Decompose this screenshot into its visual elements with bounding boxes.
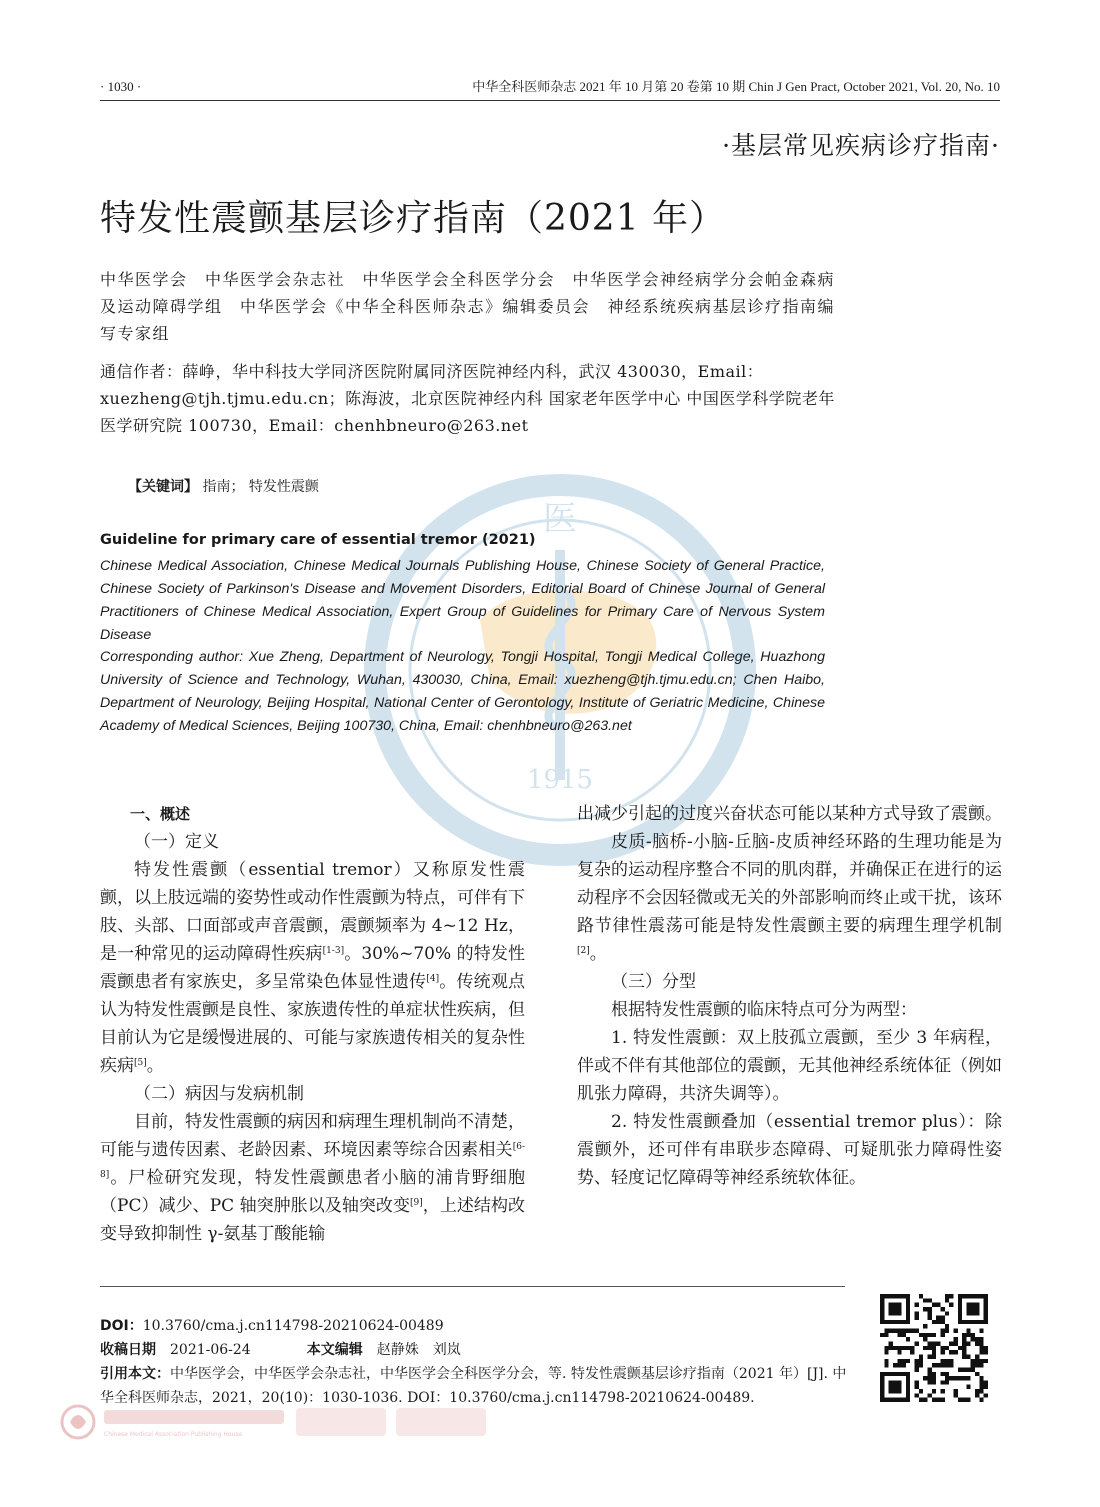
body-column-right xyxy=(577,800,1002,1192)
corresponding-author: 通信作者：薛峥，华中科技大学同济医院附属同济医院神经内科，武汉 430030，Email：xuezheng@tjh.tjmu.edu.cn；陈海波，北京医院神经内科 国家老年医学中心 中国医学科学院老年医学研究院 100730，Email：chenhbneuro@263.net xyxy=(100,362,835,435)
running-header xyxy=(100,76,1000,98)
journal-citation: 中华全科医师杂志 2021 年 10 月第 20 卷第 10 期 Chin J Gen Pract, October 2021, Vol. 20, No. 10 xyxy=(472,79,1000,94)
publisher-logo xyxy=(56,1402,526,1442)
dates-line: 收稿日期 2021-06-24 本文编辑 赵静姝 刘岚 xyxy=(100,1342,461,1358)
paragraph-definition: 特发性震颤（essential tremor）又称原发性震颤，以上肢远端的姿势性或动作性震颤为特点，可伴有下肢、头部、口面部或声音震颤，震颤频率为 4~12 Hz，是一种常见的运动障碍性疾病[1-3]。30%~70% 的特发性震颤患者有家族史，多呈常染色体显性遗传[4]。传统观点认为特发性震颤是良性、家族遗传性的单症状性疾病，但目前认为它是缓慢进展的、可能与家族遗传相关的复杂性疾病[5]。 xyxy=(100,860,526,1076)
footer-rule xyxy=(100,1286,845,1287)
header-rule xyxy=(100,100,1000,101)
section-tag: ·基层常见疾病诊疗指南· xyxy=(722,131,1000,160)
citation-ref[interactable]: [2] xyxy=(577,946,590,956)
author-list: 中华医学会 中华医学会杂志社 中华医学会全科医学分会 中华医学会神经病学分会帕金森病及运动障碍学组 中华医学会《中华全科医师杂志》编辑委员会 神经系统疾病基层诊疗指南编写专家组 xyxy=(100,270,836,343)
paragraph-circuit: 皮质-脑桥-小脑-丘脑-皮质神经环路的生理功能是为复杂的运动程序整合不同的肌肉群，并确保正在进行的运动程序不会因轻微或无关的外部影响而终止或干扰，该环路节律性震荡可能是特发性震颤主要的病理生理学机制[2]。 xyxy=(577,832,1002,964)
heading-definition: （一）定义 xyxy=(134,832,219,852)
doi-link[interactable]: 10.3760/cma.j.cn114798-20210624-00489 xyxy=(142,1318,444,1334)
page-number: · 1030 · xyxy=(100,79,142,94)
paragraph-continued: 出减少引起的过度兴奋状态可能以某种方式导致了震颤。 xyxy=(577,804,1002,824)
citation-ref[interactable]: [6-8] xyxy=(100,1142,525,1180)
keywords-label: 【关键词】 xyxy=(128,479,198,495)
article-footer xyxy=(100,1314,860,1410)
english-authors: Chinese Medical Association, Chinese Medical Journals Publishing House, Chinese Society of General Practice, Chinese Society of Parkinson's Disease and Movement Disorders, Editorial Board of Chinese Journal of General Practitioners of Chinese Medical Association, Expert Group of Guidelines for Primary Care of Nervous System Disease xyxy=(100,558,825,643)
doi-line: DOI：10.3760/cma.j.cn114798-20210624-00489 xyxy=(100,1318,444,1334)
citation-ref[interactable]: [5] xyxy=(134,1058,147,1068)
heading-etiology: （二）病因与发病机制 xyxy=(134,1084,304,1104)
body-column-left xyxy=(100,800,525,1248)
paragraph-types-intro: 根据特发性震颤的临床特点可分为两型： xyxy=(611,1000,917,1020)
seal-top-char: 医 xyxy=(543,499,577,539)
seal-year: 1915 xyxy=(526,765,594,795)
citation-line: 引用本文：中华医学会，中华医学会杂志社，中华医学会全科医学分会，等. 特发性震颤基层诊疗指南（2021 年）[J]. 中华全科医师杂志，2021，20(10)：1030-1036. DOI：10.3760/cma.j.cn114798-20210624-00489. xyxy=(100,1366,847,1406)
keywords-value: 指南； 特发性震颤 xyxy=(202,479,319,495)
paragraph-etiology: 目前，特发性震颤的病因和病理生理机制尚不清楚，可能与遗传因素、老龄因素、环境因素等综合因素相关[6-8]。尸检研究发现，特发性震颤患者小脑的浦肯野细胞（PC）减少、PC 轴突肿胀以及轴突改变[9]，上述结构改变导致抑制性 γ-氨基丁酸能输 xyxy=(100,1112,525,1244)
qr-code[interactable] xyxy=(880,1294,988,1402)
heading-types: （三）分型 xyxy=(611,972,696,992)
heading-overview: 一、概述 xyxy=(130,805,191,823)
article-title: 特发性震颤基层诊疗指南（2021 年） xyxy=(100,198,727,239)
paragraph-type-1: 1. 特发性震颤：双上肢孤立震颤，至少 3 年病程，伴或不伴有其他部位的震颤，无其他神经系统体征（例如肌张力障碍，共济失调等）。 xyxy=(577,1028,1002,1104)
citation-ref[interactable]: [4] xyxy=(426,974,440,984)
citation-ref[interactable]: [1-3] xyxy=(322,946,345,956)
keywords xyxy=(128,476,319,496)
publisher-name: Chinese Medical Association Publishing House xyxy=(104,1431,243,1438)
paragraph-type-2: 2. 特发性震颤叠加（essential tremor plus）：除震颤外，还可伴有串联步态障碍、可疑肌张力障碍性姿势、轻度记忆障碍等神经系统软体征。 xyxy=(577,1112,1002,1188)
english-title: Guideline for primary care of essential tremor (2021) xyxy=(100,532,536,548)
citation-ref[interactable]: [9] xyxy=(410,1198,423,1208)
english-corresponding: Corresponding author: Xue Zheng, Department of Neurology, Tongji Hospital, Tongji Medical College, Huazhong University of Science and Technology, Wuhan, 430030, China, Email: xuezheng@tjh.tjmu.edu.cn; Chen Haibo, Department of Neurology, Beijing Hospital, National Center of Gerontology, Institute of Geriatric Medicine, Chinese Academy of Medical Sciences, Beijing 100730, China, Email: chenhbneuro@263.net xyxy=(100,649,825,734)
